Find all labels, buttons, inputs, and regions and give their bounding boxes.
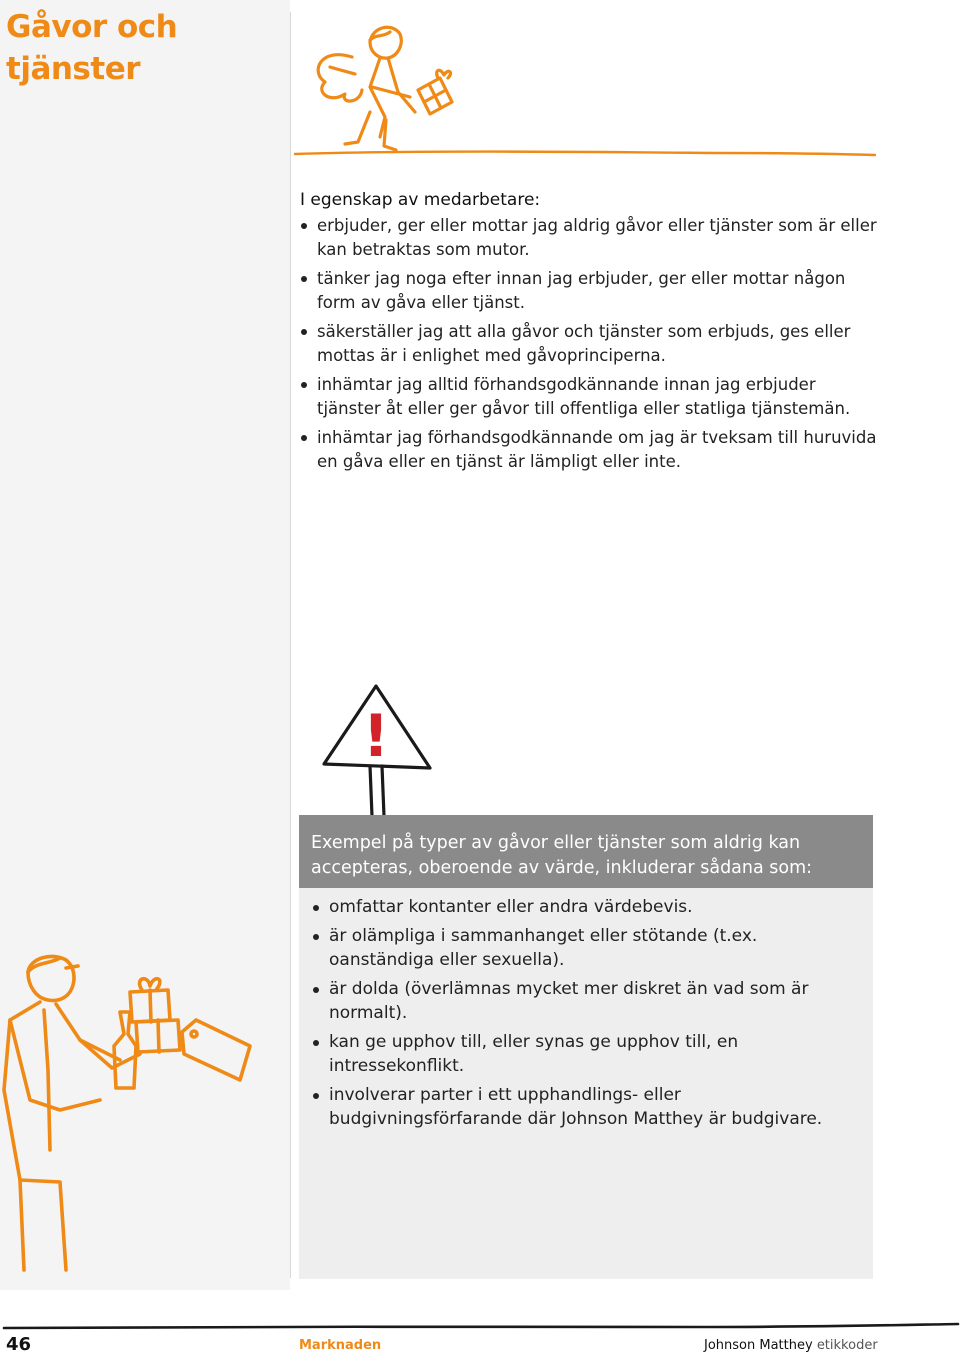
list-item: kan ge upphov till, eller synas ge upphov till, en intressekonflikt. bbox=[312, 1030, 862, 1079]
warning-list-container bbox=[312, 895, 862, 1136]
list-item: är olämpliga i sammanhanget eller stötande (t.ex. oanständiga eller sexuella). bbox=[312, 924, 862, 973]
list-item: inhämtar jag förhandsgodkännande om jag är tveksam till huruvida en gåva eller en tjänst är lämpligt eller inte. bbox=[300, 426, 880, 474]
warning-heading: Exempel på typer av gåvor eller tjänster som aldrig kan accepteras, oberoende av värde, inkluderar sådana som: bbox=[299, 815, 873, 888]
footer-brand bbox=[704, 1338, 878, 1353]
intro-section bbox=[300, 188, 880, 479]
page-title: Gåvor och tjänster bbox=[6, 9, 178, 87]
warning-symbol: ! bbox=[362, 702, 390, 770]
warning-sign-icon bbox=[318, 680, 438, 820]
list-item: säkerställer jag att alla gåvor och tjänster som erbjuds, ges eller mottas är i enlighet med gåvoprinciperna. bbox=[300, 320, 880, 368]
page-number: 46 bbox=[6, 1334, 32, 1355]
man-gift-illustration bbox=[0, 950, 260, 1280]
list-item: involverar parter i ett upphandlings- eller budgivningsförfarande där Johnson Matthey är budgivare. bbox=[312, 1083, 862, 1132]
angel-gift-illustration bbox=[300, 12, 880, 162]
brand-name: Johnson Matthey bbox=[704, 1338, 813, 1353]
list-item: omfattar kontanter eller andra värdebevis. bbox=[312, 895, 862, 920]
list-item: är dolda (överlämnas mycket mer diskret än vad som är normalt). bbox=[312, 977, 862, 1026]
footer-section-label: Marknaden bbox=[299, 1338, 382, 1353]
footer-rule bbox=[0, 1318, 960, 1338]
list-item: tänker jag noga efter innan jag erbjuder, ger eller mottar någon form av gåva eller tjänst. bbox=[300, 267, 880, 315]
list-item: inhämtar jag alltid förhandsgodkännande innan jag erbjuder tjänster åt eller ger gåvor till offentliga eller statliga tjänstemän. bbox=[300, 373, 880, 421]
intro-heading: I egenskap av medarbetare: bbox=[300, 190, 541, 210]
warning-list bbox=[312, 895, 862, 1132]
column-divider bbox=[290, 12, 291, 1278]
list-item: erbjuder, ger eller mottar jag aldrig gåvor eller tjänster som är eller kan betraktas som mutor. bbox=[300, 214, 880, 262]
brand-suffix: etikkoder bbox=[816, 1338, 878, 1353]
intro-list bbox=[300, 214, 880, 474]
